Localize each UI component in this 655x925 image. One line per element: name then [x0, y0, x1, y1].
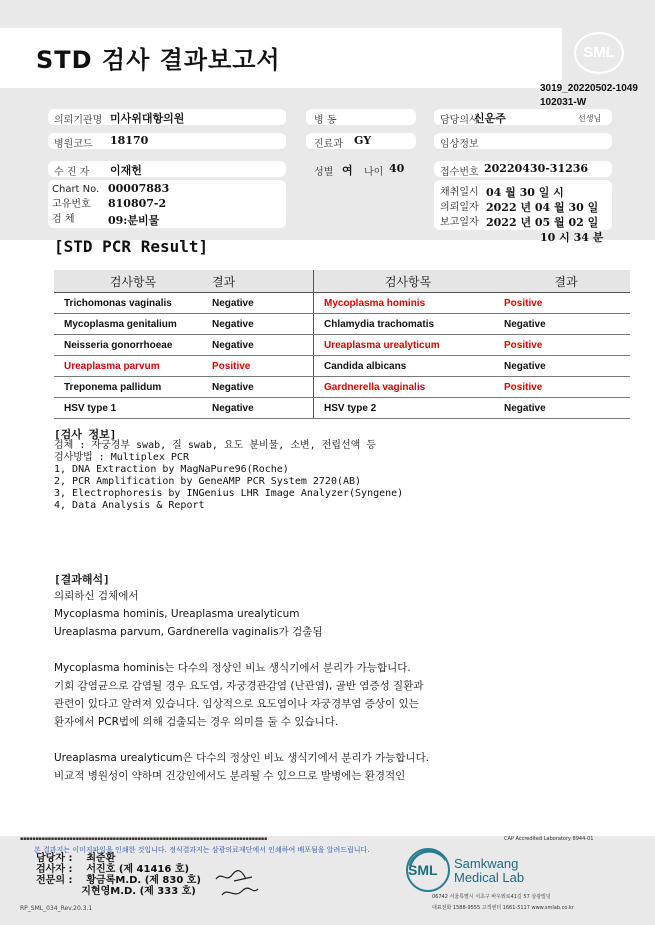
- collect-value: 04 월 30 일 시: [486, 186, 564, 199]
- unique-label: 고유번호: [52, 199, 91, 210]
- info-line: 검체 : 자궁경부 swab, 질 swab, 요도 분비물, 소변, 전립선액 등: [54, 440, 377, 451]
- footer-fineprint: ▪▪▪▪▪▪▪▪▪▪▪▪▪▪▪▪▪▪▪▪▪▪▪▪▪▪▪▪▪▪▪▪▪▪▪▪▪▪▪▪▪▪▪▪▪▪▪▪▪▪▪▪▪▪▪▪▪▪▪▪▪▪▪▪▪▪▪▪▪▪▪▪▪▪▪▪▪▪▪▪: [20, 836, 268, 842]
- test-name: HSV type 2: [314, 398, 503, 419]
- report-id-line1: 3019_20220502-1049: [540, 83, 638, 94]
- info-lines: [54, 440, 403, 512]
- test-result: Positive: [502, 377, 630, 398]
- info-line: 2, PCR Amplification by GeneAMP PCR System 2720(AB): [54, 476, 362, 487]
- info-line: 4, Data Analysis & Report: [54, 500, 205, 511]
- test-name: Treponema pallidum: [54, 377, 212, 398]
- test-result: Negative: [502, 314, 630, 335]
- sex-value: 여: [342, 164, 353, 177]
- report-date-label: 보고일자: [440, 217, 479, 228]
- table-row: [54, 293, 630, 314]
- staff-line: 전문의 : 황금록M.D. (제 830 호): [36, 875, 201, 886]
- cap-accreditation: CAP Accredited Laboratory 8944-01: [504, 836, 594, 842]
- page-title: STD 검사 결과보고서: [36, 46, 281, 74]
- interp-lines: [54, 587, 429, 785]
- institution-value: 미사위대항의원: [110, 112, 185, 125]
- table-row: [54, 377, 630, 398]
- receipt-label: 접수번호: [440, 167, 479, 178]
- unique-value: 810807-2: [108, 197, 167, 210]
- table-row: [54, 314, 630, 335]
- doctor-suffix: 선생님: [578, 114, 602, 123]
- samkwang-logo-text: SML: [408, 862, 438, 878]
- sex-label: 성별: [314, 167, 334, 178]
- table-row: [54, 398, 630, 419]
- patient-name-value: 이재헌: [110, 164, 142, 177]
- header-result-1-label: 결과: [212, 274, 236, 289]
- interp-line: 의뢰하신 검체에서: [54, 590, 139, 602]
- interp-line: Ureaplasma urealyticum은 다수의 정상인 비뇨 생식기에서 분리가 가능합니다.: [54, 752, 430, 764]
- header-item-1: 검사항목: [54, 270, 212, 293]
- chart-label: Chart No.: [52, 184, 100, 195]
- interp-title: [결과해석]: [54, 573, 110, 586]
- test-name: Mycoplasma hominis: [314, 293, 503, 314]
- table-row: [54, 356, 630, 377]
- hospital-code-label: 병원코드: [54, 139, 93, 150]
- test-name: Ureaplasma parvum: [54, 356, 212, 377]
- test-result: Negative: [212, 398, 314, 419]
- staff-list: [36, 853, 201, 897]
- test-name: Gardnerella vaginalis: [314, 377, 503, 398]
- interp-line: [54, 641, 429, 659]
- institution-label: 의뢰기관명: [54, 115, 103, 126]
- hospital-code-value: 18170: [110, 134, 149, 147]
- specimen-value: 09:분비물: [108, 214, 160, 227]
- test-name: Ureaplasma urealyticum: [314, 335, 503, 356]
- lab-name-line1: Samkwang: [454, 856, 519, 871]
- report-date-value: 2022 년 05 월 02 일: [486, 216, 599, 229]
- staff-line: 검사자 : 서진호 (제 41416 호): [36, 864, 190, 875]
- test-name: HSV type 1: [54, 398, 212, 419]
- patient-name-label: 수 진 자: [54, 167, 90, 178]
- table-header-row: [54, 270, 630, 293]
- test-name: Candida albicans: [314, 356, 503, 377]
- age-label: 나이: [364, 167, 384, 178]
- interp-line: 환자에서 PCR법에 의해 검출되는 경우 의미를 둘 수 있습니다.: [54, 716, 339, 728]
- header-result-2: 결과: [502, 270, 630, 293]
- lab-address: 06742 서울특별시 서초구 바우뫼로41길 57 삼광빌딩: [432, 894, 551, 900]
- footer-notice: 본 결과지는 이미지파일을 인쇄한 것입니다. 정식결과지는 삼광의료재단에서 인쇄하여 배포됨을 알려드립니다.: [34, 846, 370, 854]
- report-id: [540, 82, 638, 110]
- test-name: Chlamydia trachomatis: [314, 314, 503, 335]
- test-result: Negative: [212, 293, 314, 314]
- age-value: 40: [389, 162, 405, 175]
- interp-line: Ureaplasma parvum, Gardnerella vaginalis가 검출됨: [54, 626, 323, 638]
- header-item-2: 검사항목: [314, 270, 503, 293]
- test-result: Positive: [502, 335, 630, 356]
- ward-label: 병 동: [314, 115, 337, 126]
- interp-line: Mycoplasma hominis는 다수의 정상인 비뇨 생식기에서 분리가 가능합니다.: [54, 662, 411, 674]
- doctor-label: 담당의사: [440, 115, 479, 126]
- info-line: 3, Electrophoresis by INGenius LHR Image Analyzer(Syngene): [54, 488, 404, 499]
- clinical-label: 임상정보: [440, 139, 479, 150]
- test-result: Negative: [212, 377, 314, 398]
- info-title: [검사 정보]: [54, 428, 117, 441]
- interp-line: 관련이 있다고 알려져 있습니다. 임상적으로 요도염이나 자궁경부염 증상이 있는: [54, 698, 419, 710]
- test-result: Negative: [502, 398, 630, 419]
- request-value: 2022 년 04 월 30 일: [486, 201, 599, 214]
- test-result: Negative: [212, 335, 314, 356]
- info-line: 1, DNA Extraction by MagNaPure96(Roche): [54, 464, 289, 475]
- interp-line: 비교적 병원성이 약하며 건강인에서도 분리될 수 있으므로 발병에는 환경적인: [54, 770, 406, 782]
- lab-name: [454, 857, 524, 885]
- dept-value: GY: [354, 134, 372, 147]
- test-result: Negative: [212, 314, 314, 335]
- test-result: Positive: [212, 356, 314, 377]
- test-name: Neisseria gonorrhoeae: [54, 335, 212, 356]
- staff-line: 담당자 : 최준환: [36, 853, 116, 864]
- test-name: Trichomonas vaginalis: [54, 293, 212, 314]
- test-name: Mycoplasma genitalium: [54, 314, 212, 335]
- doctor-value: 신운주: [474, 112, 506, 125]
- lab-name-line2: Medical Lab: [454, 870, 525, 885]
- request-label: 의뢰일자: [440, 202, 479, 213]
- chart-value: 00007883: [108, 182, 170, 195]
- info-line: 검사방법 : Multiplex PCR: [54, 452, 189, 463]
- form-number: RP_SML_034_Rev.20.3.1: [20, 905, 93, 912]
- pcr-result-title: [STD PCR Result]: [54, 237, 209, 256]
- header-result-1: [212, 270, 314, 293]
- interp-line: [54, 731, 429, 749]
- specimen-label: 검 체: [52, 214, 75, 225]
- report-time-value: 10 시 34 분: [540, 231, 604, 244]
- signature: [212, 865, 262, 905]
- interp-line: 기회 감염균으로 감염될 경우 요도염, 자궁경관감염 (난관염), 골반 염증성 질환과: [54, 680, 424, 692]
- report-id-line2: 102031-W: [540, 97, 587, 108]
- test-result: Negative: [502, 356, 630, 377]
- result-table: [54, 270, 630, 419]
- lab-phone: 대표전화 1588-9555 고객센터 1661-5117 www.smlab.co.kr: [432, 905, 574, 911]
- collect-label: 채취일시: [440, 187, 479, 198]
- dept-label: 진료과: [314, 139, 343, 150]
- table-row: [54, 335, 630, 356]
- staff-line: 지현영M.D. (제 333 호): [36, 886, 196, 897]
- sml-logo: SML: [574, 32, 624, 74]
- test-result: Positive: [502, 293, 630, 314]
- receipt-value: 20220430-31236: [484, 162, 589, 175]
- interp-line: Mycoplasma hominis, Ureaplasma urealyticum: [54, 608, 300, 620]
